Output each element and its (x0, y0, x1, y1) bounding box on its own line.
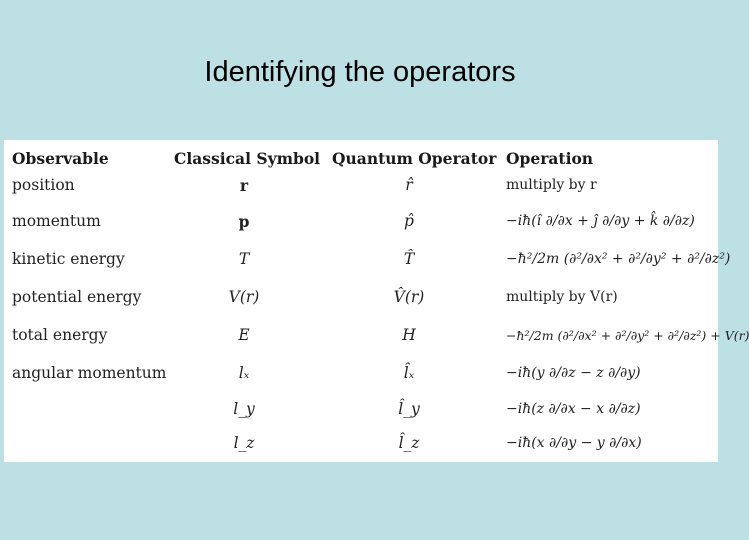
header-quantum-operator: Quantum Operator (332, 148, 497, 168)
header-observable: Observable (12, 148, 109, 168)
observable-cell: momentum (12, 212, 101, 230)
classical-symbol-cell: p (238, 211, 250, 231)
quantum-operator-cell: l̂ₓ (403, 364, 415, 382)
classical-symbol-cell: E (238, 326, 250, 344)
table-row (4, 203, 718, 239)
table-row (4, 241, 731, 277)
quantum-operator-cell: T̂ (403, 250, 415, 268)
classical-symbol-cell: r (239, 175, 249, 195)
operation-cell: −ħ²/2m (∂²/∂x² + ∂²/∂y² + ∂²/∂z²) + V(r) (506, 327, 749, 343)
header-operation: Operation (506, 148, 594, 168)
operation-cell: −iħ(î ∂/∂x + ĵ ∂/∂y + k̂ ∂/∂z) (506, 213, 695, 229)
slide-title: Identifying the operators (204, 56, 516, 88)
operators-table (4, 140, 749, 462)
operation-cell: −iħ(z ∂/∂x − x ∂/∂z) (506, 401, 641, 417)
operation-cell: −iħ(x ∂/∂y − y ∂/∂x) (506, 435, 642, 451)
quantum-operator-cell: r̂ (405, 176, 413, 194)
operation-cell: multiply by r (506, 177, 597, 193)
quantum-operator-cell: H (402, 326, 416, 344)
table-row (4, 317, 749, 353)
classical-symbol-cell: l_z (233, 434, 255, 452)
quantum-operator-cell: l̂_y (398, 400, 420, 418)
operation-cell: −ħ²/2m (∂²/∂x² + ∂²/∂y² + ∂²/∂z²) (506, 251, 731, 267)
classical-symbol-cell: lₓ (238, 364, 250, 382)
operation-cell: multiply by V(r) (506, 289, 618, 305)
table-row (4, 425, 718, 461)
observable-cell (12, 391, 172, 427)
quantum-operator-cell: V̂(r) (393, 288, 425, 306)
classical-symbol-cell: T (238, 250, 250, 268)
quantum-operator-cell: p̂ (404, 212, 414, 230)
observable-cell: total energy (12, 326, 108, 344)
operation-cell: −iħ(y ∂/∂z − z ∂/∂y) (506, 365, 641, 381)
observable-cell (12, 425, 172, 461)
table-row (4, 355, 718, 391)
observable-cell: potential energy (12, 288, 142, 306)
observable-cell: kinetic energy (12, 250, 125, 268)
quantum-operator-cell: l̂_z (398, 434, 420, 452)
classical-symbol-cell: V(r) (228, 288, 260, 306)
header-classical-symbol: Classical Symbol (174, 148, 321, 168)
observable-cell: angular momentum (12, 364, 167, 382)
observable-cell: position (12, 176, 75, 194)
table-row (4, 279, 718, 315)
table-row (4, 167, 718, 203)
table-row (4, 391, 718, 427)
classical-symbol-cell: l_y (233, 400, 255, 418)
